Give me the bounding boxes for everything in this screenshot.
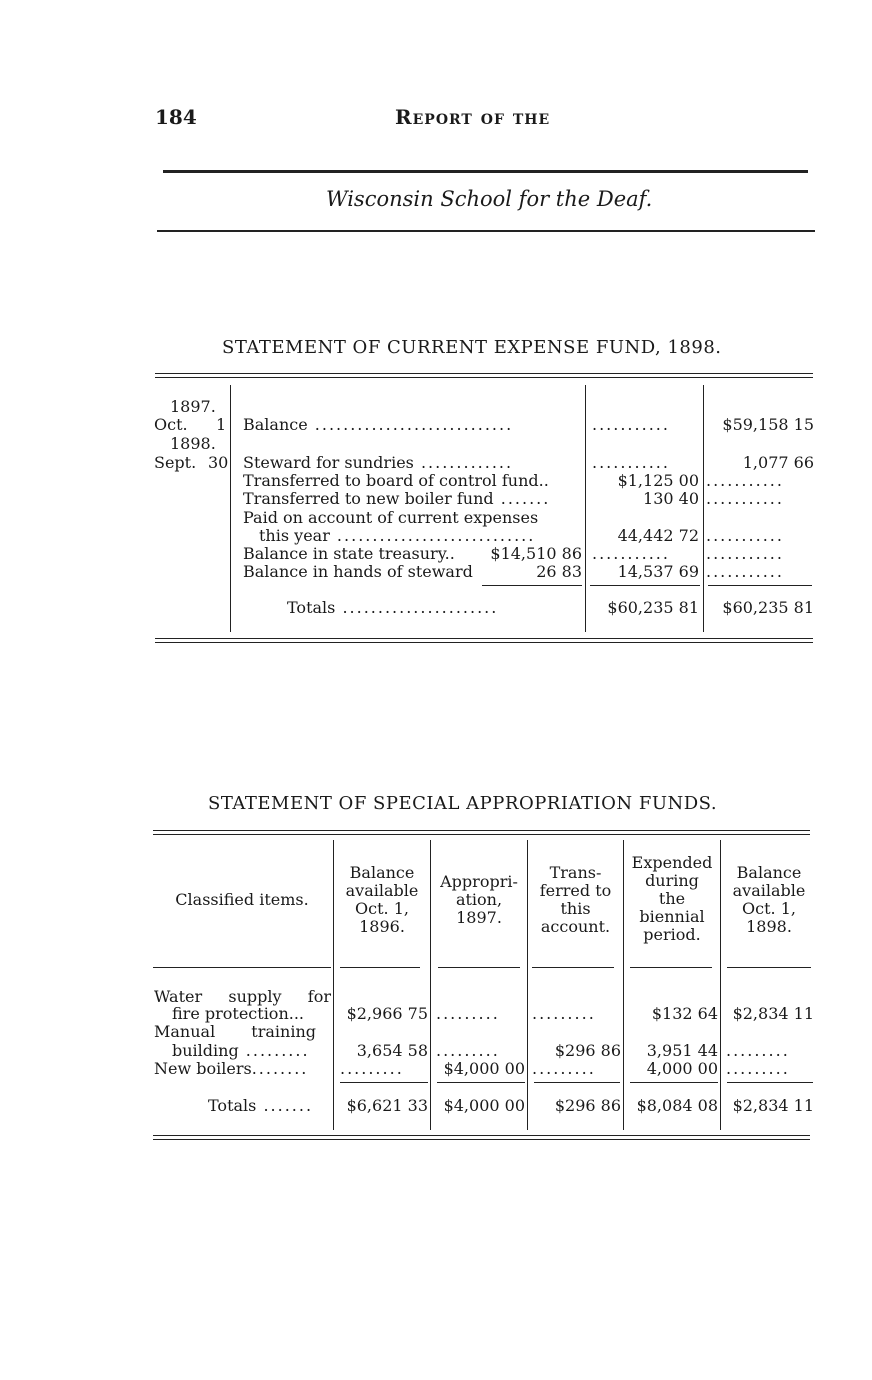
special-row-label-cont: building .........	[172, 1042, 310, 1060]
subtotal-rule	[340, 1082, 428, 1083]
special-funds-title: STATEMENT OF SPECIAL APPROPRIATION FUNDS.	[208, 793, 718, 814]
header-underline	[532, 967, 614, 968]
expense-row-label: Steward for sundries .............	[243, 454, 514, 472]
header-balance-1898: Balance available Oct. 1, 1898.	[732, 863, 806, 936]
subtotal-rule	[630, 1082, 718, 1083]
header-appropriation: Appropri- ation, 1897.	[440, 872, 518, 927]
expense-row-label: Paid on account of current expenses	[243, 508, 539, 527]
leader-dots: ...........	[592, 415, 670, 434]
date-oct-day: 1	[216, 415, 227, 434]
leader-dots: ...........	[706, 562, 784, 581]
expense-totals-credit: $60,235 81	[722, 598, 814, 617]
subtotal-rule	[727, 1082, 813, 1083]
table1-col-divider	[230, 385, 231, 632]
table2-bottom-rule	[153, 1135, 810, 1136]
subtotal-rule	[437, 1082, 525, 1083]
header-expended: Expended during the biennial period.	[631, 853, 713, 944]
leader-dots: ...........	[592, 544, 670, 563]
header-rule	[163, 170, 808, 173]
special-totals-label: Totals .......	[208, 1097, 314, 1115]
leader-dots: .........	[726, 1041, 790, 1060]
running-title: Report of the	[395, 105, 551, 129]
special-totals-approp: $4,000 00	[443, 1096, 525, 1115]
special-totals-expended: $8,084 08	[636, 1096, 718, 1115]
expense-row-label: Transferred to new boiler fund .......	[243, 490, 551, 508]
leader-dots: ...........	[592, 453, 670, 472]
leader-dots: .........	[340, 1059, 404, 1078]
header-underline	[153, 967, 331, 968]
header-underline	[630, 967, 712, 968]
expense-debit: 44,442 72	[617, 526, 699, 545]
subtotal-rule	[534, 1082, 620, 1083]
date-year-1898: 1898.	[170, 434, 216, 453]
expense-totals-label: Totals ......................	[287, 599, 499, 617]
special-row-label: Manual training	[154, 1022, 316, 1041]
leader-dots: .........	[532, 1004, 596, 1023]
current-expense-title: STATEMENT OF CURRENT EXPENSE FUND, 1898.	[222, 337, 722, 358]
table1-bottom-rule-2	[155, 642, 813, 643]
header-underline	[340, 967, 420, 968]
date-year-1897: 1897.	[170, 397, 216, 416]
subtotal-rule	[482, 585, 582, 586]
leader-dots: ...........	[706, 489, 784, 508]
expense-inner-amount: 26 83	[536, 562, 582, 581]
page-number: 184	[155, 105, 197, 129]
leader-dots: ...........	[706, 544, 784, 563]
expense-row-label: Balance in hands of steward	[243, 562, 473, 581]
special-bal-1896: $2,966 75	[346, 1004, 428, 1023]
special-row-label-cont: fire protection...	[172, 1004, 304, 1023]
special-expended: 3,951 44	[646, 1041, 718, 1060]
header-underline	[438, 967, 520, 968]
special-totals-bal-1896: $6,621 33	[346, 1096, 428, 1115]
expense-credit: 1,077 66	[742, 453, 814, 472]
expense-debit: 130 40	[643, 489, 699, 508]
leader-dots: .........	[436, 1004, 500, 1023]
special-expended: 4,000 00	[646, 1059, 718, 1078]
special-transferred: $296 86	[554, 1041, 621, 1060]
special-bal-1896: 3,654 58	[356, 1041, 428, 1060]
special-row-label: Water supply for	[154, 987, 331, 1006]
expense-credit: $59,158 15	[722, 415, 814, 434]
expense-row-label: Balance ............................	[243, 416, 514, 434]
date-sept: Sept.	[154, 453, 197, 472]
subtitle-rule	[157, 230, 815, 232]
leader-dots: ...........	[706, 471, 784, 490]
special-expended: $132 64	[651, 1004, 718, 1023]
table1-top-rule	[155, 373, 813, 374]
expense-row-label: Balance in state treasury..	[243, 544, 455, 563]
expense-inner-amount: $14,510 86	[490, 544, 582, 563]
leader-dots: .........	[532, 1059, 596, 1078]
expense-debit: $1,125 00	[617, 471, 699, 490]
special-bal-1898: $2,834 11	[732, 1004, 814, 1023]
header-balance-1896: Balance available Oct. 1, 1896.	[345, 863, 419, 936]
table2-bottom-rule-2	[153, 1139, 810, 1140]
expense-debit: 14,537 69	[617, 562, 699, 581]
header-underline	[727, 967, 811, 968]
date-oct: Oct.	[154, 415, 188, 434]
subtotal-rule	[708, 585, 812, 586]
header-transferred: Trans- ferred to this account.	[539, 863, 612, 936]
expense-totals-debit: $60,235 81	[607, 598, 699, 617]
table2-top-rule	[153, 830, 810, 831]
leader-dots: .........	[436, 1041, 500, 1060]
date-sept-day: 30	[208, 453, 229, 472]
table1-col-divider	[703, 385, 704, 632]
table1-top-rule-2	[155, 377, 813, 378]
table1-bottom-rule	[155, 638, 813, 639]
leader-dots: .........	[726, 1059, 790, 1078]
special-row-label: New boilers........	[154, 1060, 309, 1078]
table1-col-divider	[585, 385, 586, 632]
special-totals-transferred: $296 86	[554, 1096, 621, 1115]
special-totals-bal-1898: $2,834 11	[732, 1096, 814, 1115]
subtotal-rule	[590, 585, 700, 586]
header-classified-items: Classified items.	[175, 890, 309, 909]
table2-top-rule-2	[153, 834, 810, 835]
expense-row-label: Transferred to board of control fund..	[243, 471, 549, 490]
leader-dots: ...........	[706, 526, 784, 545]
expense-row-label-cont: this year ............................	[259, 527, 536, 545]
section-subtitle: Wisconsin School for the Deaf.	[326, 187, 653, 211]
special-approp: $4,000 00	[443, 1059, 525, 1078]
